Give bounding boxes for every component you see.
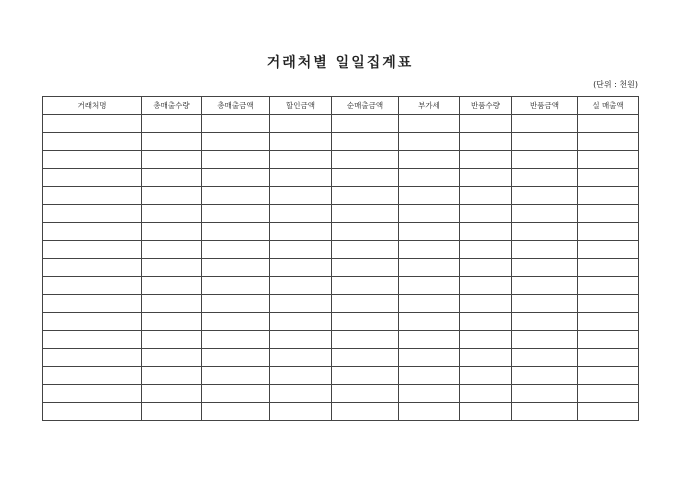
table-cell <box>399 385 460 403</box>
table-cell <box>578 259 639 277</box>
table-cell <box>332 187 399 205</box>
table-cell <box>43 205 142 223</box>
table-cell <box>578 241 639 259</box>
table-cell <box>142 367 202 385</box>
table-cell <box>43 241 142 259</box>
table-cell <box>399 187 460 205</box>
table-row <box>43 295 639 313</box>
table-cell <box>512 349 578 367</box>
table-cell <box>578 403 639 421</box>
table-cell <box>512 331 578 349</box>
table-cell <box>270 223 332 241</box>
table-cell <box>142 133 202 151</box>
table-cell <box>460 169 512 187</box>
table-cell <box>270 205 332 223</box>
table-cell <box>202 223 270 241</box>
table-cell <box>332 205 399 223</box>
table-cell <box>142 331 202 349</box>
table-cell <box>202 277 270 295</box>
table-row <box>43 331 639 349</box>
table-cell <box>399 133 460 151</box>
table-cell <box>270 187 332 205</box>
table-cell <box>399 313 460 331</box>
table-row <box>43 259 639 277</box>
table-row <box>43 349 639 367</box>
table-cell <box>270 313 332 331</box>
table-row <box>43 403 639 421</box>
table-cell <box>332 385 399 403</box>
table-cell <box>332 115 399 133</box>
table-row <box>43 313 639 331</box>
table-cell <box>43 367 142 385</box>
table-cell <box>142 115 202 133</box>
table-row <box>43 367 639 385</box>
table-row <box>43 241 639 259</box>
table-cell <box>578 151 639 169</box>
table-cell <box>332 223 399 241</box>
table-cell <box>578 331 639 349</box>
table-cell <box>202 169 270 187</box>
table-cell <box>332 295 399 313</box>
table-cell <box>460 313 512 331</box>
table-cell <box>43 151 142 169</box>
table-cell <box>460 115 512 133</box>
table-row <box>43 151 639 169</box>
table-cell <box>270 241 332 259</box>
table-cell <box>512 169 578 187</box>
table-cell <box>512 385 578 403</box>
table-cell <box>43 223 142 241</box>
table-cell <box>460 403 512 421</box>
table-cell <box>399 205 460 223</box>
table-cell <box>332 331 399 349</box>
table-cell <box>270 133 332 151</box>
table-cell <box>332 349 399 367</box>
column-header-net-sales-amount: 순매출금액 <box>332 97 399 115</box>
table-cell <box>332 151 399 169</box>
table-cell <box>512 115 578 133</box>
table-cell <box>202 313 270 331</box>
table-cell <box>578 187 639 205</box>
table-cell <box>270 295 332 313</box>
table-cell <box>43 187 142 205</box>
table-cell <box>460 241 512 259</box>
table-body <box>43 115 639 421</box>
table-cell <box>332 133 399 151</box>
table-cell <box>270 169 332 187</box>
column-header-return-amount: 반품금액 <box>512 97 578 115</box>
table-cell <box>142 403 202 421</box>
table-cell <box>142 313 202 331</box>
table-cell <box>578 313 639 331</box>
table-cell <box>142 349 202 367</box>
table-cell <box>43 313 142 331</box>
table-cell <box>512 313 578 331</box>
table-cell <box>399 403 460 421</box>
table-cell <box>142 187 202 205</box>
table-cell <box>270 385 332 403</box>
table-cell <box>202 295 270 313</box>
table-cell <box>142 277 202 295</box>
table-cell <box>270 115 332 133</box>
table-cell <box>512 367 578 385</box>
table-cell <box>332 259 399 277</box>
table-cell <box>399 223 460 241</box>
table-cell <box>512 205 578 223</box>
table-cell <box>43 385 142 403</box>
table-cell <box>202 187 270 205</box>
column-header-client-name: 거래처명 <box>43 97 142 115</box>
table-cell <box>512 295 578 313</box>
unit-note: (단위 : 천원) <box>593 80 638 89</box>
table-cell <box>578 115 639 133</box>
table-cell <box>43 277 142 295</box>
table-row <box>43 115 639 133</box>
table-cell <box>202 259 270 277</box>
table-cell <box>512 403 578 421</box>
table-cell <box>142 385 202 403</box>
table-header-row <box>43 97 639 115</box>
table-cell <box>460 295 512 313</box>
table-cell <box>578 385 639 403</box>
daily-summary-table <box>42 96 639 421</box>
table-row <box>43 205 639 223</box>
table-cell <box>142 241 202 259</box>
column-header-vat: 부가세 <box>399 97 460 115</box>
table-cell <box>142 295 202 313</box>
column-header-actual-sales: 실 매출액 <box>578 97 639 115</box>
table-cell <box>460 223 512 241</box>
table-cell <box>460 331 512 349</box>
table-cell <box>43 115 142 133</box>
table-cell <box>142 205 202 223</box>
table-cell <box>578 169 639 187</box>
table-cell <box>332 241 399 259</box>
table-cell <box>43 331 142 349</box>
table-cell <box>578 277 639 295</box>
table-cell <box>460 133 512 151</box>
table-cell <box>202 205 270 223</box>
table-cell <box>43 259 142 277</box>
table-row <box>43 169 639 187</box>
table-cell <box>43 403 142 421</box>
table-cell <box>142 259 202 277</box>
table-row <box>43 187 639 205</box>
table-row <box>43 133 639 151</box>
table-cell <box>202 151 270 169</box>
column-header-discount-amount: 할인금액 <box>270 97 332 115</box>
table-cell <box>202 241 270 259</box>
table-cell <box>512 187 578 205</box>
table-cell <box>399 367 460 385</box>
table-cell <box>399 115 460 133</box>
table-cell <box>460 259 512 277</box>
table-cell <box>43 295 142 313</box>
table-cell <box>270 151 332 169</box>
table-cell <box>270 277 332 295</box>
table-cell <box>43 133 142 151</box>
table-cell <box>399 349 460 367</box>
table-cell <box>270 259 332 277</box>
table-cell <box>460 151 512 169</box>
table-cell <box>202 115 270 133</box>
table-cell <box>332 277 399 295</box>
table-cell <box>578 133 639 151</box>
table-cell <box>399 331 460 349</box>
table-cell <box>399 169 460 187</box>
table-cell <box>460 277 512 295</box>
table-cell <box>270 403 332 421</box>
table-cell <box>512 133 578 151</box>
table-cell <box>512 277 578 295</box>
table-cell <box>512 241 578 259</box>
table-cell <box>399 277 460 295</box>
table-cell <box>332 367 399 385</box>
table-cell <box>202 331 270 349</box>
table-cell <box>332 169 399 187</box>
table-row <box>43 277 639 295</box>
table-cell <box>142 151 202 169</box>
column-header-total-sales-quantity: 총매출수량 <box>142 97 202 115</box>
table-cell <box>270 331 332 349</box>
page-title: 거래처별 일일집계표 <box>266 55 414 71</box>
table-cell <box>202 367 270 385</box>
table-cell <box>399 241 460 259</box>
table-cell <box>578 367 639 385</box>
table-cell <box>460 385 512 403</box>
table-cell <box>399 151 460 169</box>
table-cell <box>460 205 512 223</box>
table-cell <box>512 259 578 277</box>
table-cell <box>202 385 270 403</box>
table-cell <box>202 349 270 367</box>
table-row <box>43 223 639 241</box>
table-cell <box>43 349 142 367</box>
table-cell <box>43 169 142 187</box>
table-cell <box>460 367 512 385</box>
table-cell <box>202 403 270 421</box>
table-cell <box>202 133 270 151</box>
table-cell <box>332 313 399 331</box>
table-row <box>43 385 639 403</box>
table-cell <box>270 367 332 385</box>
table-cell <box>142 169 202 187</box>
table-cell <box>460 187 512 205</box>
table-cell <box>332 403 399 421</box>
table-cell <box>578 295 639 313</box>
column-header-total-sales-amount: 총매출금액 <box>202 97 270 115</box>
table-cell <box>270 349 332 367</box>
table-cell <box>399 259 460 277</box>
table-cell <box>142 223 202 241</box>
column-header-return-quantity: 반품수량 <box>460 97 512 115</box>
table-cell <box>578 223 639 241</box>
table-cell <box>512 151 578 169</box>
table-cell <box>578 205 639 223</box>
table-cell <box>460 349 512 367</box>
table-cell <box>578 349 639 367</box>
table-cell <box>399 295 460 313</box>
table-cell <box>512 223 578 241</box>
